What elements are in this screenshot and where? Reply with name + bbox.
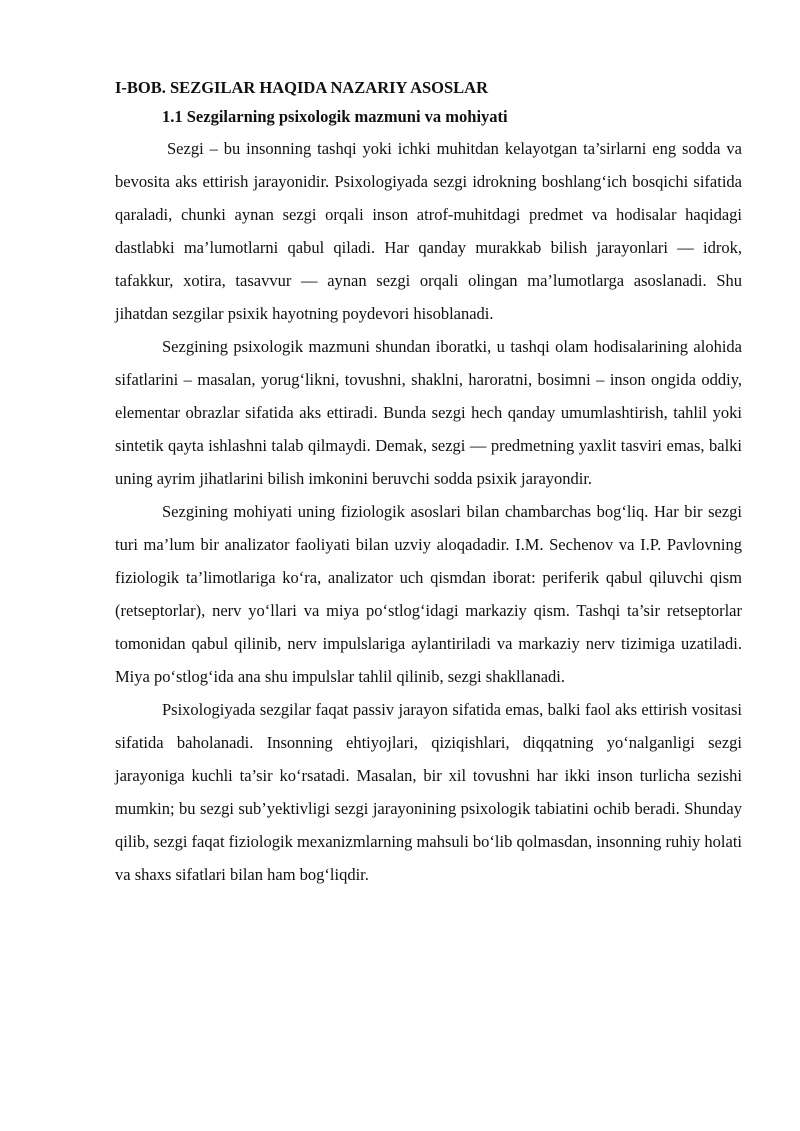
chapter-title: I-BOB. SEZGILAR HAQIDA NAZARIY ASOSLAR (115, 78, 489, 97)
paragraph-3: Sezgining mohiyati uning fiziologik asoslari bilan chambarchas bog‘liq. Har bir sezgi turi ma’lum bir analizator faoliyati bilan uzviy aloqadadir. I.M. Sechenov va I.P. Pavlovning fiziologik ta’limotlariga ko‘ra, analizator uch qismdan iborat: periferik qabul qiluvchi qism (retseptorlar), nerv yo‘llari va miya po‘stlog‘idagi markaziy qism. Tashqi ta’sir retseptorlar tomonidan qabul qilinib, nerv impulslariga aylantiriladi va markaziy nerv tizimiga uzatiladi. Miya po‘stlog‘ida ana shu impulslar tahlil qilinib, sezgi shakllanadi. (115, 502, 742, 686)
section-title: 1.1 Sezgilarning psixologik mazmuni va mohiyati (162, 107, 508, 126)
paragraph-2: Sezgining psixologik mazmuni shundan iboratki, u tashqi olam hodisalarining alohida sifatlarini – masalan, yorug‘likni, tovushni, shaklni, haroratni, bosimni – inson ongida oddiy, elementar obrazlar sifatida aks ettiradi. Bunda sezgi hech qanday umumlashtirish, tahlil yoki sintetik qayta ishlashni talab qilmaydi. Demak, sezgi — predmetning yaxlit tasviri emas, balki uning ayrim jihatlarini bilish imkonini beruvchi sodda psixik jarayondir. (115, 337, 742, 488)
paragraph-4: Psixologiyada sezgilar faqat passiv jarayon sifatida emas, balki faol aks ettirish vositasi sifatida baholanadi. Insonning ehtiyojlari, qiziqishlari, diqqatning yo‘nalganligi sezgi jarayoniga kuchli ta’sir ko‘rsatadi. Masalan, bir xil tovushni har ikki inson turlicha sezishi mumkin; bu sezgi sub’yektivligi sezgi jarayonining psixologik tabiatini ochib beradi. Shunday qilib, sezgi faqat fiziologik mexanizmlarning mahsuli bo‘lib qolmasdan, insonning ruhiy holati va shaxs sifatlari bilan ham bog‘liqdir. (115, 700, 742, 884)
page-content (115, 78, 742, 891)
paragraph-1: Sezgi – bu insonning tashqi yoki ichki muhitdan kelayotgan ta’sirlarni eng sodda va bevosita aks ettirish jarayonidir. Psixologiyada sezgi idrokning boshlang‘ich bosqichi sifatida qaraladi, chunki aynan sezgi orqali inson atrof-muhitdagi predmet va hodisalar haqidagi dastlabki ma’lumotlarni qabul qiladi. Har qanday murakkab bilish jarayonlari — idrok, tafakkur, xotira, tasavvur — aynan sezgi orqali olingan ma’lumotlarga asoslanadi. Shu jihatdan sezgilar psixik hayotning poydevori hisoblanadi. (115, 139, 742, 323)
